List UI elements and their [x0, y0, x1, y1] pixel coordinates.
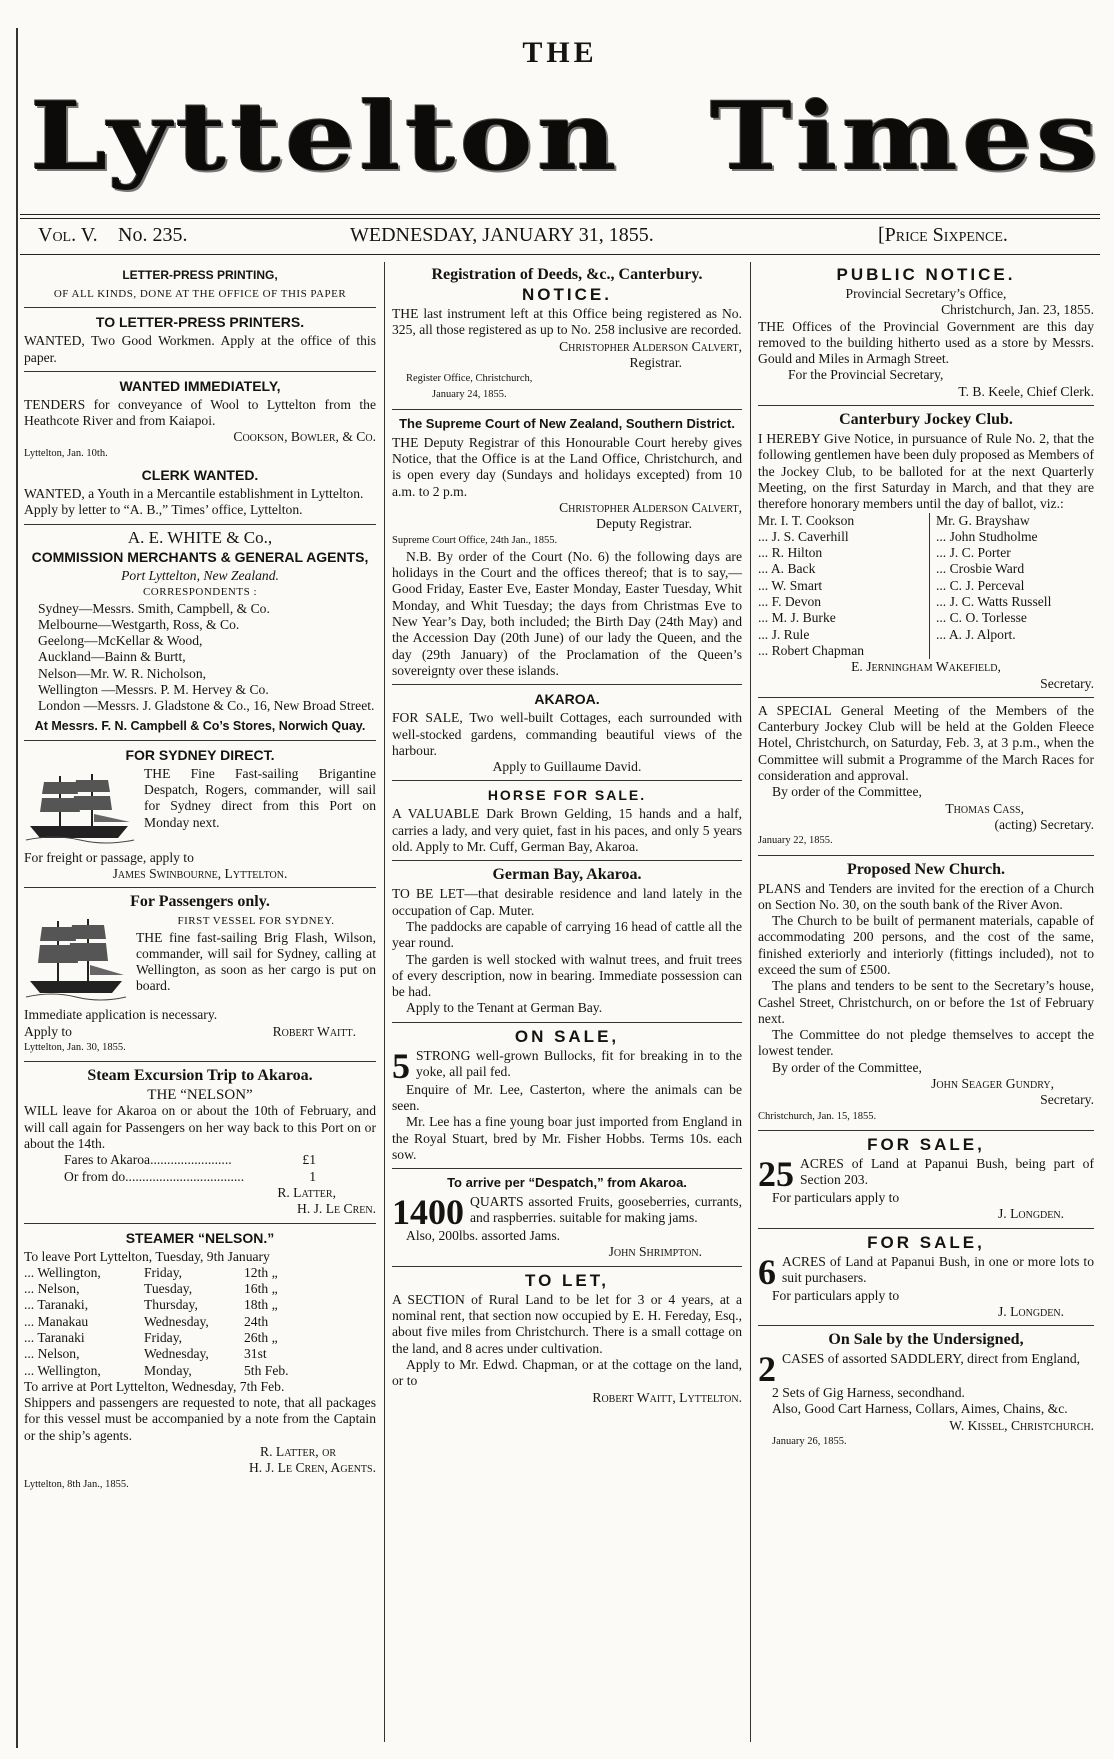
correspondent: Sydney—Messrs. Smith, Campbell, & Co. — [38, 600, 270, 616]
clerk-heading: CLERK WANTED. — [141, 467, 259, 484]
saddle-signature: W. Kissel, Christchurch. — [949, 1417, 1094, 1433]
despatch-body: QUARTS assorted Fruits, gooseberries, currants, and raspberries. suitable for making jams. — [470, 1194, 742, 1226]
column-3 — [758, 264, 1094, 1454]
public-notice-date: Christchurch, Jan. 23, 1855. — [941, 302, 1094, 318]
public-notice-body: THE Offices of the Provincial Government are this day removed to the building hitherto used as a store by Messrs. Gould and Miles in Armagh Street. — [758, 318, 1094, 367]
timetable-row — [24, 1314, 376, 1330]
white-stores: At Messrs. F. N. Campbell & Co’s Stores, Norwich Quay. — [34, 718, 366, 733]
member: ... F. Devon — [758, 594, 822, 610]
sale1-heading: FOR SALE, — [867, 1134, 985, 1154]
clerk-body: WANTED, a Youth in a Mercantile establishment in Lyttelton. — [24, 486, 364, 502]
rule — [392, 1022, 742, 1023]
gbay-garden: The garden is well stocked with walnut trees, and fruit trees of every description, now in bearing. Immediate possession can be had. — [392, 951, 742, 1000]
member: Mr. I. T. Cookson — [758, 512, 855, 528]
wanted-signature: Cookson, Bowler, & Co. — [233, 429, 376, 445]
tolet-signature: Robert Waitt, Lyttelton. — [592, 1389, 742, 1405]
gbay-apply: Apply to the Tenant at German Bay. — [406, 1000, 603, 1016]
wanted-date: Lyttelton, Jan. 10th. — [24, 447, 108, 459]
sale1-body: ACRES of Land at Papanui Bush, being part of Section 203. — [800, 1155, 1094, 1188]
special-by: By order of the Committee, — [772, 784, 922, 800]
ad-white — [24, 527, 376, 735]
ad-public-notice — [758, 266, 1094, 400]
masthead-rule-top — [20, 214, 1100, 215]
nelson-date: Lyttelton, 8th Jan., 1855. — [24, 1478, 129, 1490]
correspondents-heading: CORRESPONDENTS : — [142, 586, 258, 599]
member: ... J. S. Caverhill — [758, 528, 849, 544]
horse-body: A VALUABLE Dark Brown Gelding, 15 hands and a half, carries a lady, and very quiet, fast in his paces, and only 5 years old. Apply to Mr. Cuff, German Bay, Akaroa. — [392, 806, 742, 855]
steam-heading: Steam Excursion Trip to Akaroa. — [87, 1067, 313, 1085]
onsale-enquire: Enquire of Mr. Lee, Casterton, where the animals can be seen. — [392, 1081, 742, 1113]
volume: Vol. V. — [38, 224, 98, 246]
nelson-arrive: To arrive at Port Lyttelton, Wednesday, 7th Feb. — [24, 1378, 285, 1394]
fare-value: £1 — [302, 1152, 316, 1168]
sale2-signature: J. Longden. — [997, 1303, 1064, 1319]
rule — [24, 740, 376, 741]
church-body: PLANS and Tenders are invited for the erection of a Church on Section No. 30, on the south bank of the River Avon. — [758, 880, 1094, 912]
church-by: By order of the Committee, — [772, 1059, 922, 1075]
rule — [758, 855, 1094, 856]
timetable-row — [24, 1297, 376, 1313]
deeds-office: Register Office, Christchurch, — [406, 373, 533, 385]
rule — [392, 780, 742, 781]
sale2-number: 6 — [758, 1251, 776, 1292]
sale1-number: 25 — [758, 1153, 794, 1194]
timetable-date: 18th „ — [244, 1297, 278, 1313]
timetable-day: Tuesday, — [144, 1281, 193, 1297]
issue-number: No. 235. — [118, 224, 188, 246]
jockey-members — [758, 513, 1094, 660]
special-date: January 22, 1855. — [758, 835, 833, 847]
fare-value: 1 — [309, 1168, 316, 1184]
saddle-harness: 2 Sets of Gig Harness, secondhand. — [772, 1385, 965, 1401]
despatch-jams: Also, 200lbs. assorted Jams. — [406, 1228, 561, 1244]
ad-wanted — [24, 377, 376, 462]
deeds-heading: Registration of Deeds, &c., Canterbury. — [431, 266, 703, 283]
ad-sydney — [24, 746, 376, 883]
wanted-body: TENDERS for conveyance of Wool to Lyttelton from the Heathcote River and from Kaiapoi. — [24, 396, 376, 429]
timetable-day: Wednesday, — [144, 1346, 209, 1362]
printers-heading: TO LETTER-PRESS PRINTERS. — [95, 314, 305, 331]
public-notice-for: For the Provincial Secretary, — [788, 367, 944, 383]
timetable-date: 12th „ — [244, 1264, 278, 1280]
member: Mr. G. Brayshaw — [936, 512, 1030, 528]
court-signature-2: Deputy Registrar. — [596, 516, 692, 532]
church-signature-2: Secretary. — [1040, 1092, 1094, 1108]
timetable-date: 24th — [244, 1313, 269, 1329]
clerk-apply: Apply by letter to “A. B.,” Times’ office, Lyttelton. — [24, 502, 303, 518]
ad-horse — [392, 786, 742, 855]
rule — [24, 887, 376, 888]
court-body: THE Deputy Registrar of this Honourable Court hereby gives Notice, that the Office is at the Land Office, Christchurch, and is open every day (Sundays and holidays excepted) from 10 a.m. to 2 p.m. — [392, 434, 742, 499]
rule — [392, 860, 742, 861]
sydney-signature: James Swinbourne, Lyttelton. — [112, 865, 288, 881]
church-heading: Proposed New Church. — [846, 860, 1006, 878]
passengers-body: THE fine fast-sailing Brig Flash, Wilson, commander, will sail for Sydney, calling at Wellington, as soon as her cargo is put on board. — [136, 929, 376, 994]
rule — [392, 1266, 742, 1267]
member: ... J. C. Watts Russell — [936, 594, 1052, 610]
sale2-particulars: For particulars apply to — [772, 1287, 900, 1303]
passengers-apply: Apply to — [24, 1023, 72, 1039]
ad-deeds — [392, 266, 742, 404]
saddle-number: 2 — [758, 1349, 776, 1390]
nelson-heading: STEAMER “NELSON.” — [125, 1229, 275, 1246]
ad-new-church — [758, 861, 1094, 1125]
church-signature-1: John Seager Gundry, — [931, 1076, 1054, 1092]
rule — [392, 684, 742, 685]
saddle-also: Also, Good Cart Harness, Collars, Aimes, Chains, &c. — [772, 1401, 1068, 1417]
dateline — [20, 224, 1100, 250]
timetable-row — [24, 1281, 376, 1297]
dateline-rule — [20, 254, 1100, 255]
tolet-apply: Apply to Mr. Edwd. Chapman, or at the cottage on the land, or to — [392, 1356, 742, 1389]
onsale-number: 5 — [392, 1045, 410, 1086]
timetable-place: ... Nelson, — [24, 1346, 80, 1362]
members-right — [929, 513, 1094, 660]
member: ... W. Smart — [758, 577, 823, 593]
fare-label: Or from do................................... — [64, 1168, 245, 1184]
member: ... J. Rule — [758, 626, 810, 642]
ad-akaroa — [392, 690, 742, 775]
ship-icon — [24, 915, 128, 1005]
correspondent: Geelong—McKellar & Wood, — [38, 633, 203, 649]
member: ... R. Hilton — [758, 545, 823, 561]
ad-supreme-court — [392, 415, 742, 679]
public-notice-heading: PUBLIC NOTICE. — [836, 265, 1016, 284]
masthead-title-right: Times — [710, 81, 1102, 192]
ad-german-bay — [392, 866, 742, 1016]
member: ... M. J. Burke — [758, 610, 836, 626]
timetable-place: ... Nelson, — [24, 1281, 80, 1297]
gbay-paddocks: The paddocks are capable of carrying 16 head of cattle all the year round. — [392, 918, 742, 951]
akaroa-heading: AKAROA. — [534, 691, 600, 708]
rule — [392, 409, 742, 410]
column-rule-2 — [750, 262, 751, 1742]
ad-clerk — [24, 486, 376, 519]
column-rule-1 — [384, 262, 385, 1742]
timetable-row — [24, 1363, 376, 1379]
printers-body: WANTED, Two Good Workmen. Apply at the office of this paper. — [24, 333, 376, 365]
rule — [758, 1228, 1094, 1229]
timetable-place: ... Taranaki, — [24, 1297, 89, 1313]
nelson-signature-2: H. J. Le Cren, Agents. — [248, 1460, 376, 1476]
ad-despatch — [392, 1174, 742, 1261]
passengers-heading: For Passengers only. — [130, 893, 270, 911]
timetable-row — [24, 1346, 376, 1362]
rule — [758, 405, 1094, 406]
sale2-heading: FOR SALE, — [867, 1232, 985, 1252]
fare-label: Fares to Akaroa........................ — [64, 1152, 232, 1168]
steam-signature-2: H. J. Le Cren. — [297, 1201, 376, 1217]
timetable-date: 31st — [244, 1346, 267, 1362]
sale1-particulars: For particulars apply to — [772, 1189, 900, 1205]
passengers-immediate: Immediate application is necessary. — [24, 1007, 218, 1023]
ad-steamer-nelson — [24, 1229, 376, 1493]
ship-icon — [24, 768, 136, 848]
sydney-freight: For freight or passage, apply to — [24, 849, 194, 865]
timetable-day: Thursday, — [144, 1297, 198, 1313]
printing-subheading: OF ALL KINDS, DONE AT THE OFFICE OF THIS PAPER — [53, 288, 347, 300]
sale2-body: ACRES of Land at Papanui Bush, in one or more lots to suit purchasers. — [782, 1253, 1094, 1285]
member: ... A. J. Alport. — [936, 626, 1016, 642]
ad-saddlery — [758, 1331, 1094, 1450]
ad-printers — [24, 313, 376, 366]
rule — [758, 1325, 1094, 1326]
tolet-body: A SECTION of Rural Land to be let for 3 or 4 years, at a nominal rent, that section now occupied by E. H. Fereday, Esq., about five miles from Christchurch. There is a small cottage on the land, and 8 acres under cultivation. — [392, 1291, 742, 1356]
gbay-body: TO BE LET—that desirable residence and land lately in the occupation of Cap. Muter. — [392, 886, 742, 918]
steam-signature-1: R. Latter, — [277, 1184, 336, 1200]
nelson-intro: To leave Port Lyttelton, Tuesday, 9th January — [24, 1248, 270, 1264]
deeds-signature-1: Christopher Alderson Calvert, — [559, 338, 742, 354]
despatch-heading: To arrive per “Despatch,” from Akaroa. — [447, 1175, 687, 1191]
rule — [24, 371, 376, 372]
special-signature-1: Thomas Cass, — [945, 800, 1024, 816]
correspondent: Melbourne—Westgarth, Ross, & Co. — [38, 616, 240, 632]
rule — [392, 1168, 742, 1169]
rule — [24, 1061, 376, 1062]
public-notice-signature: T. B. Keele, Chief Clerk. — [958, 383, 1094, 399]
member: ... C. O. Torlesse — [936, 610, 1027, 626]
onsale-boar: Mr. Lee has a fine young boar just imported from England in the Royal Stuart, bred by Mr. Fisher Hobbs. Terms 10s. each sow. — [392, 1114, 742, 1162]
akaroa-apply: Apply to Guillaume David. — [492, 759, 642, 775]
correspondent-list — [24, 601, 376, 715]
wanted-heading: WANTED IMMEDIATELY, — [119, 377, 281, 394]
church-date: Christchurch, Jan. 15, 1855. — [758, 1110, 877, 1122]
members-left — [758, 513, 923, 660]
timetable-day: Wednesday, — [144, 1313, 209, 1329]
rule — [24, 307, 376, 308]
onsale-heading: ON SALE, — [514, 1026, 620, 1046]
member: ... J. C. Porter — [936, 545, 1011, 561]
masthead-rule-top-2 — [20, 218, 1100, 219]
timetable-place: ... Wellington, — [24, 1264, 101, 1280]
steam-subheading: THE “NELSON” — [147, 1087, 253, 1104]
correspondent: Nelson—Mr. W. R. Nicholson, — [38, 665, 207, 681]
timetable-day: Friday, — [144, 1329, 183, 1345]
member: ... C. J. Perceval — [936, 577, 1025, 593]
timetable-place: ... Taranaki — [24, 1329, 85, 1345]
ad-steam-excursion — [24, 1067, 376, 1217]
white-subheading: COMMISSION MERCHANTS & GENERAL AGENTS, — [31, 548, 369, 565]
fare-row — [24, 1152, 376, 1168]
nelson-note: Shippers and passengers are requested to note, that all packages for this vessel must be accompanied by a note from the Captain or the ship’s agents. — [24, 1395, 376, 1443]
timetable-date: 16th „ — [244, 1281, 278, 1297]
correspondent: Auckland—Bainn & Burtt, — [38, 649, 186, 665]
column-1 — [24, 264, 376, 1497]
deeds-date: January 24, 1855. — [432, 389, 507, 401]
masthead-the: THE — [522, 36, 598, 69]
special-body: A SPECIAL General Meeting of the Members of the Canterbury Jockey Club will be held at the Golden Fleece Hotel, Christchurch, on Saturday, Feb. 3, at 3 p.m., when the Committee will submit a Programme of the March Races for consideration and approval. — [758, 702, 1094, 784]
special-signature-2: (acting) Secretary. — [994, 816, 1094, 832]
jockey-signature-1: E. Jerningham Wakefield, — [851, 659, 1001, 675]
correspondent: London —Messrs. J. Gladstone & Co., 16, New Broad Street. — [38, 698, 375, 714]
white-heading: A. E. WHITE & Co., — [127, 527, 273, 547]
rule — [758, 697, 1094, 698]
rule — [24, 1223, 376, 1224]
ad-printing — [24, 266, 376, 302]
ad-passengers — [24, 893, 376, 1056]
jockey-body: I HEREBY Give Notice, in pursuance of Rule No. 2, that the following gentlemen have been duly proposed as Members of the Jockey Club, to be balloted for at the next Quarterly Meeting, on the first Saturday in March, and that they are therefore honorary members until the day of ballot, viz.: — [758, 431, 1094, 512]
member: ... Robert Chapman — [758, 642, 865, 658]
court-heading: The Supreme Court of New Zealand, Southern District. — [399, 415, 735, 431]
white-place: Port Lyttelton, New Zealand. — [121, 567, 279, 583]
fare-row — [24, 1169, 376, 1185]
horse-heading: HORSE FOR SALE. — [487, 787, 647, 804]
ad-jockey-club — [758, 411, 1094, 692]
ad-for-sale-2 — [758, 1234, 1094, 1321]
saddle-heading: On Sale by the Undersigned, — [828, 1331, 1024, 1349]
passengers-signature: Robert Waitt. — [272, 1023, 356, 1039]
deeds-body: THE last instrument left at this Office being registered as No. 325, all those registered as up to No. 258 inclusive are recorded. — [392, 306, 742, 338]
saddle-body: CASES of assorted SADDLERY, direct from England, — [782, 1351, 1081, 1367]
timetable-place: ... Wellington, — [24, 1362, 101, 1378]
timetable-date: 26th „ — [244, 1329, 278, 1345]
court-date: Supreme Court Office, 24th Jan., 1855. — [392, 534, 558, 546]
jockey-signature-2: Secretary. — [1040, 675, 1094, 691]
court-signature-1: Christopher Alderson Calvert, — [559, 499, 742, 515]
steam-body: WILL leave for Akaroa on or about the 10th of February, and will call again for Passengers on her way back to this Port on or about the 14th. — [24, 1103, 376, 1152]
masthead — [20, 28, 1100, 223]
timetable — [24, 1265, 376, 1379]
price: [Price Sixpence. — [878, 224, 1008, 246]
member: ... John Studholme — [936, 528, 1038, 544]
rule — [758, 1130, 1094, 1131]
ad-to-let — [392, 1272, 742, 1406]
church-committee: The Committee do not pledge themselves to accept the lowest tender. — [758, 1027, 1094, 1059]
passengers-date: Lyttelton, Jan. 30, 1855. — [24, 1041, 126, 1053]
gbay-heading: German Bay, Akaroa. — [492, 866, 642, 884]
despatch-number: 1400 — [392, 1192, 464, 1233]
member: ... A. Back — [758, 561, 816, 577]
timetable-row — [24, 1265, 376, 1281]
jockey-heading: Canterbury Jockey Club. — [839, 411, 1013, 429]
timetable-place: ... Manakau — [24, 1313, 89, 1329]
sydney-body: THE Fine Fast-sailing Brigantine Despatch, Rogers, commander, will sail for Sydney direct from this Port on Monday next. — [144, 765, 376, 830]
timetable-row — [24, 1330, 376, 1346]
ad-bullocks — [392, 1028, 742, 1163]
member: ... Crosbie Ward — [936, 561, 1025, 577]
issue-date: WEDNESDAY, JANUARY 31, 1855. — [350, 224, 654, 246]
ad-for-sale-1 — [758, 1136, 1094, 1223]
correspondent: Wellington —Messrs. P. M. Hervey & Co. — [38, 682, 269, 698]
ad-special-meeting — [758, 703, 1094, 850]
court-nb: N.B. By order of the Court (No. 6) the following days are holidays in the Court and the offices thereof; that is to say,—Good Friday, Easter Eve, Easter Monday, Easter Tuesday, Whit Monday, and Whit Tuesday; the days from Christmas Eve to New Year’s Day, both included; the Birth Day (24th May) and the Accession Day (20th June) of our lady the Queen, and the day (29th January) of the Proclamation of the Queen’s sovereignty over these islands. — [392, 548, 742, 678]
public-notice-office: Provincial Secretary’s Office, — [845, 286, 1007, 301]
binding-rule — [16, 28, 18, 1748]
onsale-body: STRONG well-grown Bullocks, fit for breaking in to the yoke, all pail fed. — [416, 1047, 742, 1079]
column-2 — [392, 264, 742, 1410]
masthead-title-left: Lyttelton — [30, 81, 621, 192]
timetable-day: Monday, — [144, 1362, 192, 1378]
sydney-heading: FOR SYDNEY DIRECT. — [125, 746, 275, 763]
church-materials: The Church to be built of permanent materials, capable of accommodating 200 persons, and the cost of the same, finished exteriorly and interiorly (fittings included), not to exceed the sum of £500. — [758, 913, 1094, 977]
tolet-heading: TO LET, — [525, 1270, 609, 1290]
passengers-first: FIRST VESSEL FOR SYDNEY. — [177, 915, 335, 928]
rule — [24, 524, 376, 525]
nelson-signature-1: R. Latter, or — [260, 1444, 336, 1460]
timetable-day: Friday, — [144, 1264, 183, 1280]
church-plans: The plans and tenders to be sent to the Secretary’s house, Cashel Street, Christchurch, on or before the 1st of February next. — [758, 978, 1094, 1026]
deeds-signature-2: Registrar. — [629, 354, 682, 370]
timetable-date: 5th Feb. — [244, 1362, 289, 1378]
saddle-date: January 26, 1855. — [772, 1436, 847, 1448]
akaroa-body: FOR SALE, Two well-built Cottages, each surrounded with well-stocked gardens, commanding beautiful views of the harbour. — [392, 710, 742, 758]
deeds-notice: NOTICE. — [522, 285, 612, 304]
printing-heading: LETTER-PRESS PRINTING, — [122, 268, 278, 282]
sale1-signature: J. Longden. — [997, 1206, 1064, 1222]
despatch-signature: John Shrimpton. — [608, 1244, 702, 1260]
